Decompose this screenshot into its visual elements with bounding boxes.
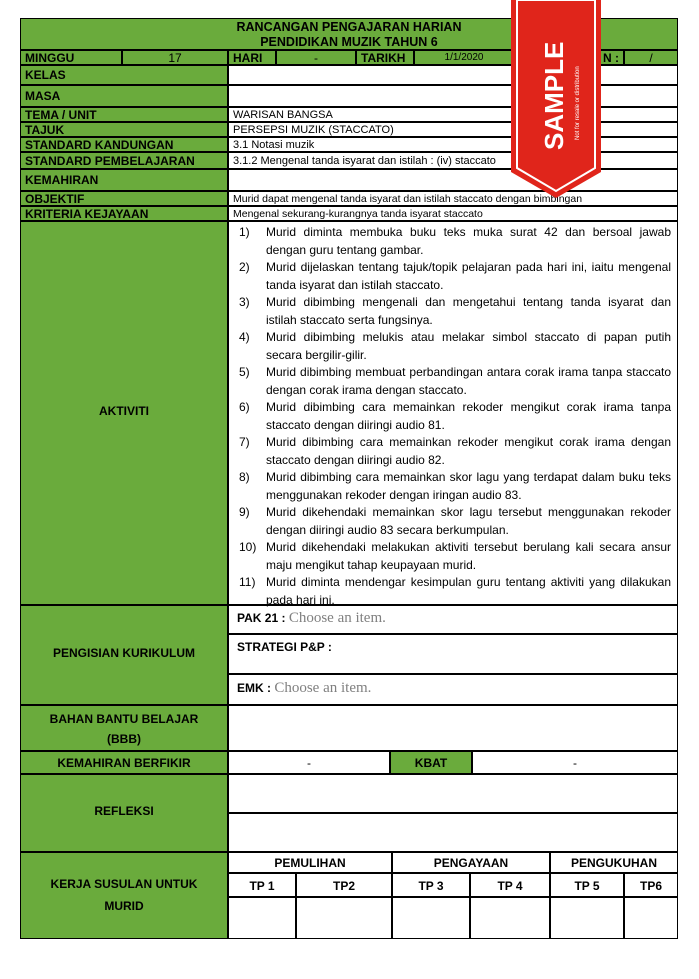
tp6-header: TP6 bbox=[624, 873, 678, 897]
aktiviti-item-number: 1) bbox=[239, 225, 250, 239]
tp6-cell[interactable] bbox=[624, 897, 678, 939]
hari-value: - bbox=[276, 50, 356, 65]
aktiviti-item bbox=[233, 224, 671, 259]
bbb-label-line2: (BBB) bbox=[107, 732, 141, 746]
standard-kandungan-label: STANDARD KANDUNGAN bbox=[20, 137, 228, 152]
bbb-label-cell bbox=[20, 705, 228, 751]
aktiviti-item-number: 5) bbox=[239, 365, 250, 379]
aktiviti-item-text: Murid dibimbing mengenali dan mengetahui tentang tanda isyarat dan istilah staccato serta fungsinya. bbox=[266, 295, 671, 327]
tajuk-label: TAJUK bbox=[20, 122, 228, 137]
tp3-header: TP 3 bbox=[392, 873, 470, 897]
pak21-label: PAK 21 : bbox=[237, 611, 286, 625]
standard-kandungan-value[interactable]: 3.1 Notasi muzik bbox=[228, 137, 678, 152]
info-extra-value: / bbox=[624, 50, 678, 65]
tarikh-value: 1/1/2020 bbox=[414, 50, 514, 65]
kbat-value[interactable]: - bbox=[472, 751, 678, 774]
aktiviti-item bbox=[233, 469, 671, 504]
tajuk-value[interactable]: PERSEPSI MUZIK (STACCATO) bbox=[228, 122, 678, 137]
tema-value[interactable]: WARISAN BANGSA bbox=[228, 107, 678, 122]
standard-pembelajaran-label: STANDARD PEMBELAJARAN bbox=[20, 152, 228, 169]
aktiviti-item-number: 9) bbox=[239, 505, 250, 519]
aktiviti-item-text: Murid dikehendaki melakukan aktiviti tersebut berulang kali secara ansur maju mengikut tahap keupayaan murid. bbox=[266, 540, 671, 572]
strategi-cell[interactable] bbox=[228, 634, 678, 674]
minggu-label: MINGGU bbox=[20, 50, 122, 65]
tp2-cell[interactable] bbox=[296, 897, 392, 939]
masa-value[interactable] bbox=[228, 85, 678, 107]
masa-label: MASA bbox=[20, 85, 228, 107]
refleksi-label: REFLEKSI bbox=[94, 804, 154, 818]
aktiviti-item-text: Murid diminta membuka buku teks muka surat 42 dan bersoal jawab dengan guru tentang gambar. bbox=[266, 225, 671, 257]
pak21-cell[interactable] bbox=[228, 605, 678, 634]
kriteria-value[interactable]: Mengenal sekurang-kurangnya tanda isyarat staccato bbox=[228, 206, 678, 221]
refleksi-label-cell bbox=[20, 774, 228, 852]
group-pengayaan: PENGAYAAN bbox=[392, 852, 550, 873]
kemahiran-value[interactable] bbox=[228, 169, 678, 191]
aktiviti-item bbox=[233, 399, 671, 434]
aktiviti-item-number: 11) bbox=[239, 575, 256, 589]
aktiviti-item-text: Murid dikehendaki memainkan skor lagu tersebut menggunakan rekoder dengan diiringi audio 83 secara berkumpulan. bbox=[266, 505, 671, 537]
emk-label: EMK : bbox=[237, 681, 271, 695]
sample-stamp-subtext: Not for resale or distribution bbox=[575, 66, 581, 140]
sample-stamp-text: SAMPLE bbox=[539, 41, 569, 150]
kelas-value[interactable] bbox=[228, 65, 678, 85]
pak21-dropdown[interactable]: Choose an item. bbox=[288, 610, 386, 626]
aktiviti-list bbox=[233, 224, 671, 609]
kriteria-label: KRITERIA KEJAYAAN bbox=[20, 206, 228, 221]
tp1-header: TP 1 bbox=[228, 873, 296, 897]
aktiviti-item-text: Murid dijelaskan tentang tajuk/topik pelajaran pada hari ini, iaitu mengenal tanda isyarat dan istilah staccato. bbox=[266, 260, 671, 292]
minggu-value: 17 bbox=[122, 50, 228, 65]
tp3-cell[interactable] bbox=[392, 897, 470, 939]
aktiviti-item bbox=[233, 434, 671, 469]
aktiviti-label: AKTIVITI bbox=[99, 404, 149, 418]
aktiviti-item-number: 10) bbox=[239, 540, 257, 554]
objektif-value[interactable]: Murid dapat mengenal tanda isyarat dan istilah staccato dengan bimbingan bbox=[228, 191, 678, 206]
aktiviti-item bbox=[233, 294, 671, 329]
aktiviti-content[interactable] bbox=[228, 221, 678, 605]
aktiviti-item-text: Murid diminta mendengar kesimpulan guru tentang aktiviti yang dilakukan pada hari ini. bbox=[266, 575, 671, 607]
aktiviti-item-number: 7) bbox=[239, 435, 250, 449]
kelas-label: KELAS bbox=[20, 65, 228, 85]
refleksi-line1[interactable] bbox=[228, 774, 678, 813]
tp4-cell[interactable] bbox=[470, 897, 550, 939]
tp5-header: TP 5 bbox=[550, 873, 624, 897]
hari-label: HARI bbox=[228, 50, 276, 65]
aktiviti-item bbox=[233, 329, 671, 364]
emk-cell[interactable] bbox=[228, 674, 678, 705]
tp1-cell[interactable] bbox=[228, 897, 296, 939]
tp5-cell[interactable] bbox=[550, 897, 624, 939]
standard-pembelajaran-value[interactable]: 3.1.2 Mengenal tanda isyarat dan istilah : (iv) staccato bbox=[228, 152, 678, 169]
aktiviti-item-number: 6) bbox=[239, 400, 250, 414]
kurikulum-label-cell bbox=[20, 605, 228, 705]
kemahiran-label: KEMAHIRAN bbox=[20, 169, 228, 191]
aktiviti-item-number: 8) bbox=[239, 470, 250, 484]
sample-stamp bbox=[511, 0, 601, 200]
aktiviti-item bbox=[233, 364, 671, 399]
tarikh-label: TARIKH bbox=[356, 50, 414, 65]
header-title-line2: PENDIDIKAN MUZIK TAHUN 6 bbox=[260, 35, 438, 49]
aktiviti-item bbox=[233, 504, 671, 539]
group-pemulihan: PEMULIHAN bbox=[228, 852, 392, 873]
refleksi-line2[interactable] bbox=[228, 813, 678, 852]
berfikir-label: KEMAHIRAN BERFIKIR bbox=[20, 751, 228, 774]
objektif-label: OBJEKTIF bbox=[20, 191, 228, 206]
strategi-label: STRATEGI P&P : bbox=[237, 640, 332, 654]
aktiviti-item bbox=[233, 539, 671, 574]
aktiviti-item-number: 3) bbox=[239, 295, 250, 309]
aktiviti-item-text: Murid dibimbing membuat perbandingan antara corak irama tanpa staccato dengan corak irama dengan staccato. bbox=[266, 365, 671, 397]
tp4-header: TP 4 bbox=[470, 873, 550, 897]
tema-label: TEMA / UNIT bbox=[20, 107, 228, 122]
aktiviti-item-text: Murid dibimbing cara memainkan rekoder mengikut corak irama dengan staccato dengan diiringi audio 82. bbox=[266, 435, 671, 467]
bbb-label-line1: BAHAN BANTU BELAJAR bbox=[49, 712, 199, 726]
susulan-label-line2: MURID bbox=[104, 899, 144, 913]
kbat-label: KBAT bbox=[390, 751, 472, 774]
aktiviti-item-text: Murid dibimbing cara memainkan rekoder mengikut corak irama tanpa staccato dengan diiringi audio 81. bbox=[266, 400, 671, 432]
aktiviti-item-number: 2) bbox=[239, 260, 250, 274]
aktiviti-item bbox=[233, 574, 671, 609]
group-pengukuhan: PENGUKUHAN bbox=[550, 852, 678, 873]
emk-dropdown[interactable]: Choose an item. bbox=[274, 680, 372, 696]
tp2-header: TP2 bbox=[296, 873, 392, 897]
info-extra-label-text: N : bbox=[603, 51, 619, 65]
berfikir-value[interactable]: - bbox=[228, 751, 390, 774]
bbb-value[interactable] bbox=[228, 705, 678, 751]
susulan-label-line1: KERJA SUSULAN UNTUK bbox=[50, 877, 198, 891]
kurikulum-label: PENGISIAN KURIKULUM bbox=[52, 646, 195, 660]
header-title-line1: RANCANGAN PENGAJARAN HARIAN bbox=[236, 20, 462, 34]
aktiviti-item bbox=[233, 259, 671, 294]
aktiviti-item-text: Murid dibimbing melukis atau melakar simbol staccato di papan putih secara bergilir-gilir. bbox=[266, 330, 671, 362]
aktiviti-label-cell bbox=[20, 221, 228, 605]
aktiviti-item-number: 4) bbox=[239, 330, 250, 344]
susulan-label-cell bbox=[20, 852, 228, 939]
aktiviti-item-text: Murid dibimbing cara memainkan skor lagu yang terdapat dalam buku teks menggunakan rekoder dengan iringan audio 83. bbox=[266, 470, 671, 502]
